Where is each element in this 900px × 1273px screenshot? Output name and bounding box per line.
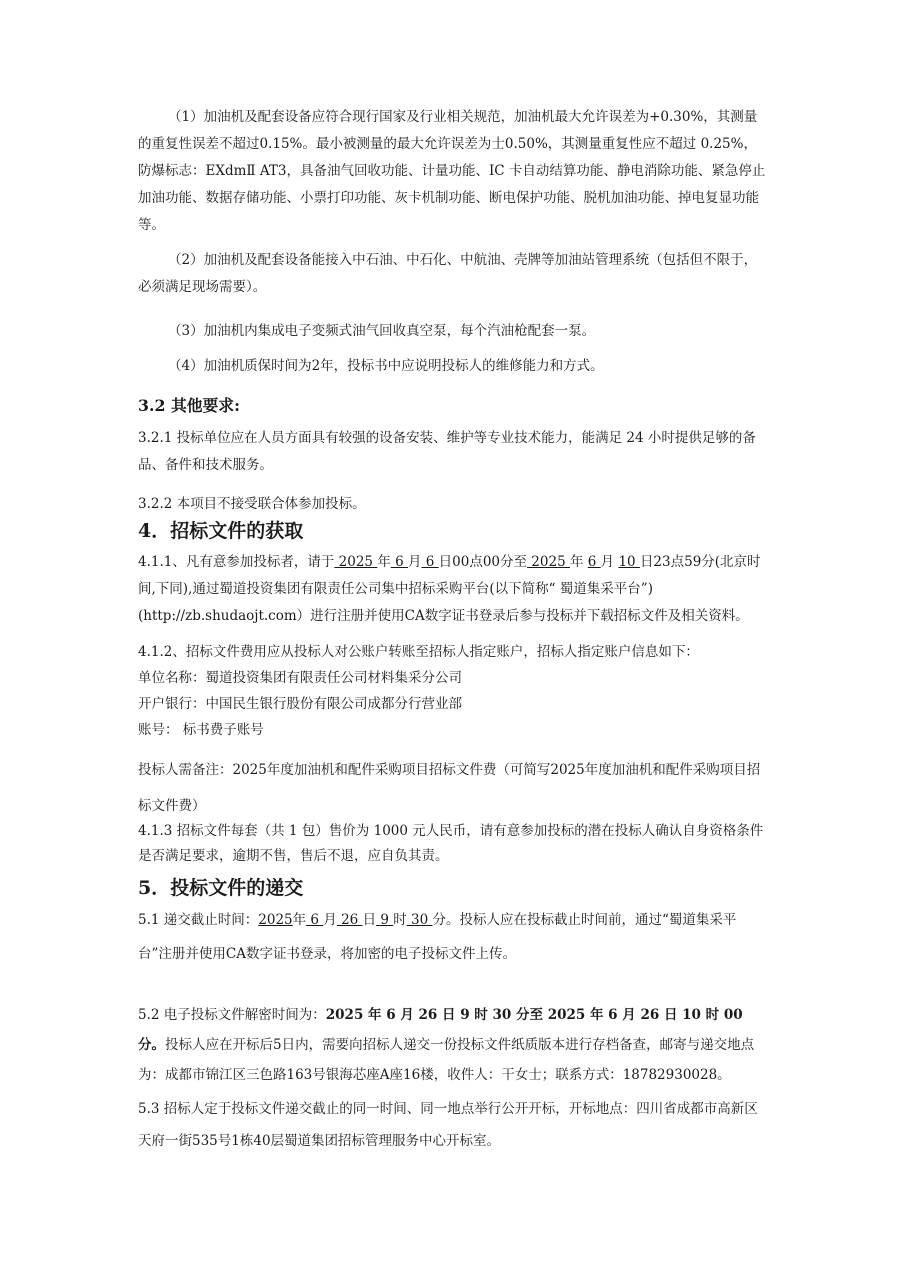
account-number: 账号： 标书费子账号 [138,722,264,738]
bidder-remark: 投标人需备注：2025年度加油机和配件采购项目招标文件费（可简写2025年度加油机和配件采购项目招标文件费） [138,762,761,814]
paragraph-4-1-2: 4.1.2、招标文件费用应从投标人对公账户转账至招标人指定账户，招标人指定账户信息如下： [138,644,699,660]
paragraph-3-2-1: 3.2.1 投标单位应在人员方面具有较强的设备安装、维护等专业技术能力，能满足 24 小时提供足够的备品、备件和技术服务。 [138,430,756,473]
section-3-2-heading: 3.2 其他要求: [138,396,240,415]
paragraph-3-2-2: 3.2.2 本项目不接受联合体参加投标。 [138,496,366,512]
paragraph-4-1-1: 4.1.1、凡有意参加投标者，请于 2025 年 6 月 6 日00点00分至 2025 年 6 月 10 日23点59分(北京时间,下同),通过蜀道投资集团有限责任公司集中招标采购平台(以下简称“ 蜀道集采平台”)(http://zb.shudaojt.com）进行注册并使用CA数字证书登录后参与投标并下载招标文件及相关资料。 [138,554,761,624]
account-bank: 开户银行：中国民生银行股份有限公司成都分行营业部 [138,696,462,712]
paragraph-4-1-3: 4.1.3 招标文件每套（共 1 包）售价为 1000 元人民币，请有意参加投标的潜在投标人确认自身资格条件是否满足要求，逾期不售，售后不退，应自负其责。 [138,823,764,864]
paragraph-5-2: 5.2 电子投标文件解密时间为：2025 年 6 月 26 日 9 时 30 分至 2025 年 6 月 26 日 10 时 00 分。投标人应在开标后5日内，需要向招标人递交一份投标文件纸质版本进行存档备查，邮寄与递交地点为：成都市锦江区三色路163号银海芯座A座16楼，收件人：干女士；联系方式：18782930028。 [138,1007,755,1083]
requirement-2: （2）加油机及配套设备能接入中石油、中石化、中航油、壳牌等加油站管理系统（包括但不限于，必须满足现场需要）。 [138,252,758,295]
paragraph-5-1: 5.1 递交截止时间：2025年 6 月 26 日 9 时 30 分。投标人应在投标截止时间前，通过“蜀道集采平台”注册并使用CA数字证书登录，将加密的电子投标文件上传。 [138,912,737,962]
account-unit-name: 单位名称：蜀道投资集团有限责任公司材料集采分公司 [138,670,462,686]
section-5-heading: 5．投标文件的递交 [138,877,304,899]
requirement-3: （3）加油机内集成电子变频式油气回收真空泵，每个汽油枪配套一泵。 [168,323,596,339]
requirement-4: （4）加油机质保时间为2年，投标书中应说明投标人的维修能力和方式。 [168,358,604,374]
section-4-heading: 4．招标文件的获取 [138,520,304,542]
paragraph-5-3: 5.3 招标人定于投标文件递交截止的同一时间、同一地点举行公开开标，开标地点：四川省成都市高新区天府一街535号1栋40层蜀道集团招标管理服务中心开标室。 [138,1101,758,1149]
requirement-1: （1）加油机及配套设备应符合现行国家及行业相关规范，加油机最大允许误差为+0.30%，其测量的重复性误差不超过0.15%。最小被测量的最大允许误差为士0.50%，其测量重复性应不超过 0.25%，防爆标志：EXdmⅡ AT3，具备油气回收功能、计量功能、IC 卡自动结算功能、静电消除功能、紧急停止加油功能、数据存储功能、小票打印功能、灰卡机制功能、断电保护功能、脱机加油功能、掉电复显功能等。 [138,109,766,233]
